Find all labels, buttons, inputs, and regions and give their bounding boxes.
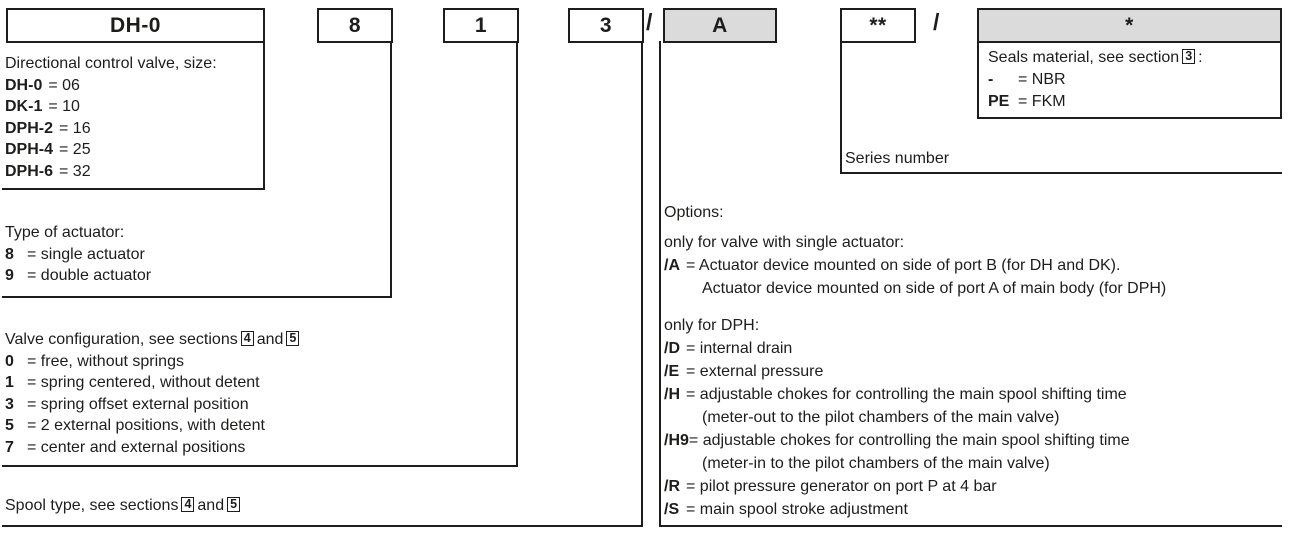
config-connector-line [516, 41, 518, 467]
config-item [5, 437, 302, 459]
size-connector-line [263, 41, 265, 190]
actuator-connector-line [390, 41, 392, 298]
series-number-label: Series number [845, 150, 950, 167]
config-code-label: 1 [474, 13, 488, 37]
option-code-box [663, 8, 777, 43]
seals-item-text: = FKM [1018, 93, 1066, 110]
option-item-R [664, 475, 1166, 498]
actuator-item-text: = double actuator [27, 267, 152, 284]
config-item-code: 5 [5, 417, 14, 434]
option-item-code: /A [664, 257, 680, 274]
option-item-text: = Actuator device mounted on side of port B (for DH and DK). [686, 257, 1121, 274]
actuator-code-label: 8 [348, 13, 362, 37]
config-code-box [443, 8, 519, 43]
spool-connector-line [641, 41, 643, 527]
seals-code-label: * [1125, 13, 1134, 37]
spool-section-title [5, 495, 243, 517]
seals-title-suffix: : [1198, 49, 1203, 66]
size-item-code: DPH-6 [5, 162, 54, 180]
option-item-code: /E [664, 363, 680, 380]
size-item [5, 75, 217, 97]
options-section [664, 201, 1166, 521]
spool-underline [2, 525, 643, 527]
option-item-H-cont: (meter-out to the pilot chambers of the main valve) [702, 409, 1060, 426]
option-item-text: = external pressure [686, 363, 824, 380]
option-item-A-cont: Actuator device mounted on side of port A of main body (for DPH) [702, 280, 1167, 297]
section-ref-3: 3 [1182, 49, 1195, 64]
size-item-code: DH-0 [5, 76, 43, 94]
section-ref-4: 4 [241, 331, 254, 346]
size-item-text: = 10 [48, 98, 80, 115]
slash-separator-2: / [933, 9, 940, 35]
size-item [5, 96, 217, 118]
option-item-D [664, 337, 1166, 360]
option-item-code: /H [664, 386, 680, 403]
seals-section-box [977, 41, 1282, 119]
config-item [5, 415, 302, 437]
actuator-section [5, 222, 151, 287]
config-item-text: = spring centered, without detent [27, 374, 260, 391]
option-item-H [664, 383, 1166, 406]
size-item-code: DPH-4 [5, 141, 54, 158]
config-item-code: 3 [5, 395, 14, 413]
size-item [5, 139, 217, 161]
option-item-code: /D [664, 340, 680, 357]
config-underline [2, 465, 518, 467]
seals-item [988, 69, 1203, 91]
config-item [5, 394, 302, 416]
config-item-text: = center and external positions [27, 438, 246, 456]
options-group2-label: only for DPH: [664, 317, 760, 334]
actuator-item-code: 8 [5, 245, 14, 263]
seals-section [988, 47, 1203, 113]
size-item-text: = 25 [59, 141, 91, 158]
option-item-code: /H9 [664, 432, 689, 449]
config-item-text: = 2 external positions, with detent [27, 417, 265, 434]
actuator-item-text: = single actuator [27, 245, 145, 263]
config-item-code: 1 [5, 374, 14, 391]
config-item [5, 351, 302, 373]
option-item-S [664, 498, 1166, 521]
series-code-box [840, 8, 916, 43]
option-item-text: = internal drain [686, 340, 793, 357]
option-item-H9 [664, 429, 1166, 452]
seals-item-code: PE [988, 93, 1010, 110]
slash-separator-1: / [646, 9, 653, 35]
options-connector-line [659, 41, 661, 527]
size-item-code: DPH-2 [5, 119, 54, 137]
size-underline [2, 188, 265, 190]
option-item-code: /R [664, 478, 680, 495]
spool-code-label: 3 [599, 13, 613, 37]
actuator-item-code: 9 [5, 267, 14, 284]
size-item-text: = 16 [59, 119, 91, 137]
option-item-E [664, 360, 1166, 383]
section-ref-5: 5 [227, 497, 240, 512]
actuator-section-title: Type of actuator: [5, 224, 125, 241]
seals-item-text: = NBR [1018, 71, 1066, 88]
section-ref-5: 5 [286, 331, 299, 346]
seals-item-code: - [988, 71, 994, 88]
size-item [5, 161, 217, 183]
seals-section-title [988, 47, 1203, 69]
size-code-box [6, 8, 265, 43]
config-item-text: = spring offset external position [27, 395, 249, 413]
config-item-text: = free, without springs [27, 352, 184, 370]
spool-title-prefix: Spool type, see sections [5, 497, 179, 514]
option-code-label: A [712, 13, 728, 37]
actuator-item [5, 265, 151, 287]
series-code-label: ** [869, 13, 887, 37]
spool-code-box [568, 8, 644, 43]
size-item-text: = 32 [59, 162, 91, 180]
seals-code-box [977, 8, 1282, 43]
option-item-text: = adjustable chokes for controlling the main spool shifting time [688, 432, 1130, 449]
size-code-label: DH-0 [109, 13, 161, 37]
option-item-text: = adjustable chokes for controlling the main spool shifting time [686, 386, 1127, 403]
option-item-H9-cont: (meter-in to the pilot chambers of the main valve) [702, 455, 1050, 472]
seals-title-prefix: Seals material, see section [988, 49, 1180, 66]
actuator-item [5, 244, 151, 266]
series-underline [840, 172, 1282, 174]
series-connector-line [840, 41, 842, 174]
config-title-prefix: Valve configuration, see sections [5, 331, 238, 348]
option-item-code: /S [664, 501, 680, 518]
config-title-mid: and [256, 331, 284, 348]
options-group1-label: only for valve with single actuator: [664, 234, 905, 251]
config-item-code: 7 [5, 438, 14, 456]
option-item-A [664, 254, 1166, 277]
config-item-code: 0 [5, 352, 14, 370]
size-section [5, 53, 217, 182]
config-item [5, 372, 302, 394]
spool-title-mid: and [197, 497, 225, 514]
size-item-text: = 06 [48, 76, 80, 94]
options-underline [659, 525, 1282, 527]
seals-item [988, 91, 1203, 113]
size-item-code: DK-1 [5, 98, 43, 115]
option-item-text: = main spool stroke adjustment [686, 501, 908, 518]
size-section-title: Directional control valve, size: [5, 55, 217, 72]
spool-section [5, 495, 243, 517]
actuator-code-box [317, 8, 393, 43]
size-item [5, 118, 217, 140]
actuator-underline [2, 296, 392, 298]
options-title: Options: [664, 204, 724, 221]
config-section-title [5, 329, 302, 351]
section-ref-4: 4 [181, 497, 194, 512]
config-section [5, 329, 302, 458]
option-item-text: = pilot pressure generator on port P at 4 bar [686, 478, 997, 495]
